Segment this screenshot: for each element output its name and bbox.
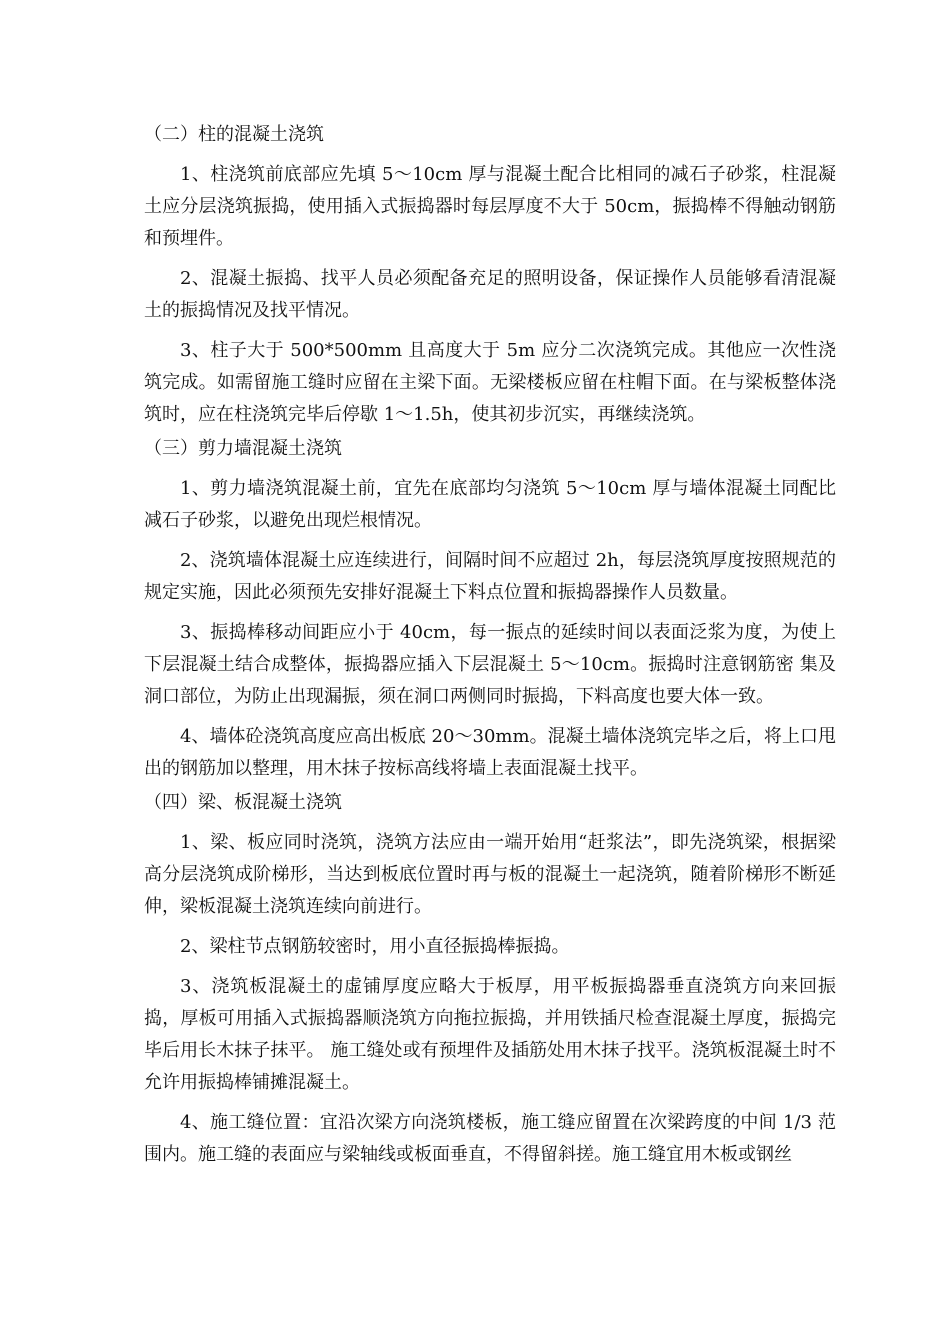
paragraph: 1、剪力墙浇筑混凝土前，宜先在底部均匀浇筑 5～10cm 厚与墙体混凝土同配比减石子砂浆，以避免出现烂根情况。 [144,478,836,531]
paragraph: 1、梁、板应同时浇筑，浇筑方法应由一端开始用“赶浆法”，即先浇筑梁，根据梁高分层浇筑成阶梯形，当达到板底位置时再与板的混凝土一起浇筑，随着阶梯形不断延伸，梁板混凝土浇筑连续向前进行。 [144,832,836,917]
document-body [144,119,836,1171]
section-heading: （二）柱的混凝土浇筑 [144,124,324,145]
paragraph: 4、墙体砼浇筑高度应高出板底 20～30mm。混凝土墙体浇筑完毕之后，将上口甩出的钢筋加以整理，用木抹子按标高线将墙上表面混凝土找平。 [144,726,836,779]
section-heading: （三）剪力墙混凝土浇筑 [144,438,342,459]
section-heading: （四）梁、板混凝土浇筑 [144,792,342,813]
paragraph: 1、柱浇筑前底部应先填 5～10cm 厚与混凝土配合比相同的减石子砂浆，柱混凝土应分层浇筑振捣，使用插入式振捣器时每层厚度不大于 50cm，振捣棒不得触动钢筋和预埋件。 [144,164,836,249]
paragraph: 3、浇筑板混凝土的虚铺厚度应略大于板厚，用平板振捣器垂直浇筑方向来回振捣，厚板可用插入式振捣器顺浇筑方向拖拉振捣，并用铁插尺检查混凝土厚度，振捣完毕后用长木抹子抹平。 施工缝处或有预埋件及插筋处用木抹子找平。浇筑板混凝土时不允许用振捣棒铺摊混凝土。 [144,976,836,1093]
paragraph: 4、施工缝位置：宜沿次梁方向浇筑楼板，施工缝应留置在次梁跨度的中间 1/3 范围内。施工缝的表面应与梁轴线或板面垂直，不得留斜搓。施工缝宜用木板或钢丝 [144,1112,836,1165]
paragraph: 2、混凝土振捣、找平人员必须配备充足的照明设备，保证操作人员能够看清混凝土的振捣情况及找平情况。 [144,268,836,321]
paragraph: 3、柱子大于 500*500mm 且高度大于 5m 应分二次浇筑完成。其他应一次性浇筑完成。如需留施工缝时应留在主梁下面。无梁楼板应留在柱帽下面。在与梁板整体浇筑时，应在柱浇筑完毕后停歇 1～1.5h，使其初步沉实，再继续浇筑。 [144,340,836,425]
paragraph: 2、浇筑墙体混凝土应连续进行，间隔时间不应超过 2h，每层浇筑厚度按照规范的规定实施，因此必须预先安排好混凝土下料点位置和振捣器操作人员数量。 [144,550,836,603]
paragraph: 2、梁柱节点钢筋较密时，用小直径振捣棒振捣。 [180,936,570,957]
paragraph: 3、振捣棒移动间距应小于 40cm，每一振点的延续时间以表面泛浆为度，为使上下层混凝土结合成整体，振捣器应插入下层混凝土 5～10cm。振捣时注意钢筋密 集及洞口部位，为防止出现漏振，须在洞口两侧同时振捣，下料高度也要大体一致。 [144,622,836,707]
